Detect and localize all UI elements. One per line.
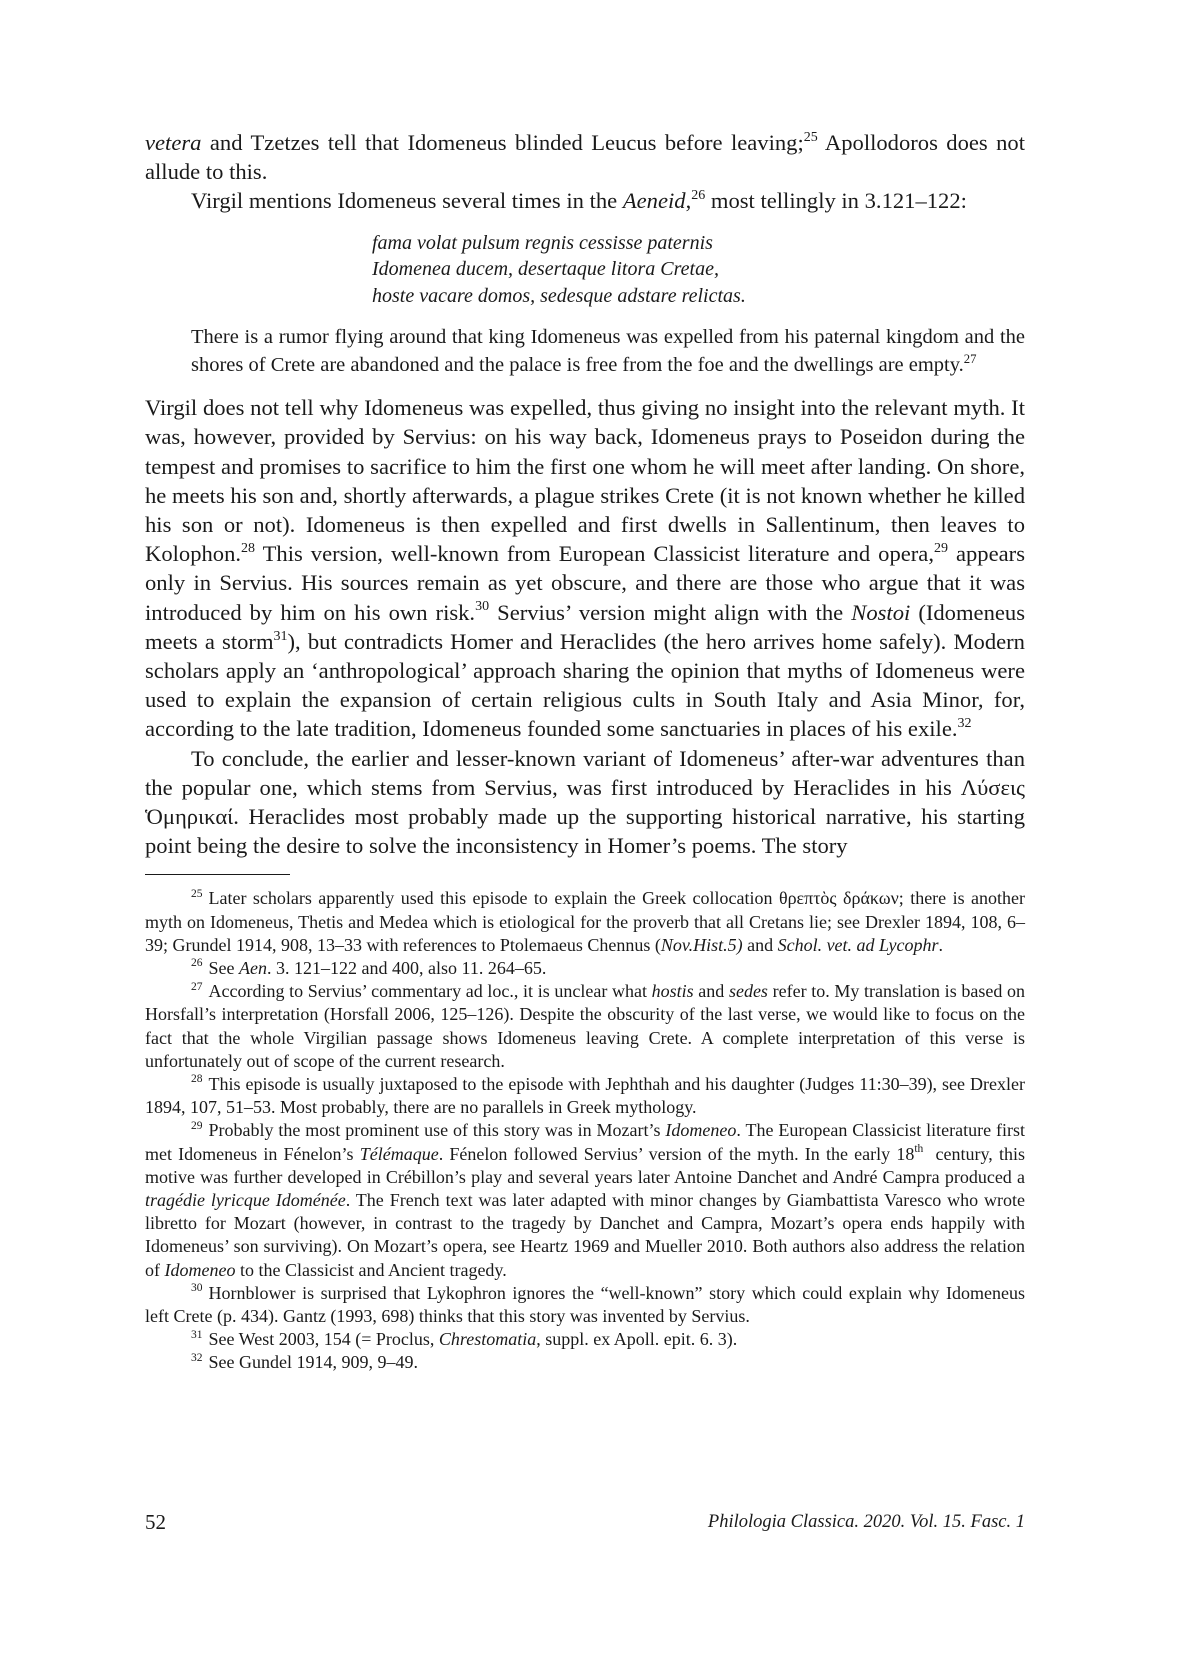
text-span: This episode is usually juxtaposed to the episode with Jephthah and his daughter (Judges 11:30–39), see Drexler 1894, 107, 51–53. Most probably, there are no parallels in Greek mythology.	[145, 1073, 1025, 1118]
footnote-ref-31[interactable]: 31	[273, 628, 288, 644]
italic-term: Schol. vet. ad Lycophr	[777, 934, 939, 955]
paragraph-1	[145, 128, 1025, 186]
italic-term: Idomeneo	[665, 1120, 737, 1141]
italic-term: vetera	[145, 130, 202, 155]
text-span: and Tzetzes tell that Idomeneus blinded Leucus before leaving;	[201, 130, 804, 155]
footnote-ref-26[interactable]: 26	[691, 188, 706, 204]
text-span: See West 2003, 154 (= Proclus,	[208, 1329, 439, 1350]
footnote-ref-25[interactable]: 25	[803, 129, 818, 145]
text-span: century, this motive was further developed in Crébillon’s play and several years later Antoine Danchet and André Campra produced a	[145, 1143, 1025, 1187]
text-span: Probably the most prominent use of this story was in Mozart’s	[208, 1120, 666, 1141]
text-span: (Idomeneus meets a storm	[145, 599, 1025, 654]
page-number: 52	[145, 1510, 166, 1534]
text-span: Virgil mentions Idomeneus several times in the	[191, 188, 623, 214]
text-span: See Gundel 1914, 909, 9–49.	[208, 1352, 418, 1373]
footnote-number: 29	[191, 1119, 203, 1132]
footnote-31	[145, 1328, 1025, 1351]
text-span: . The European Classicist literature first met Idomeneus in Fénelon’s	[145, 1120, 1025, 1164]
text-span: Hornblower is surprised that Lykophron ignores the “well-known” story which could explain why Idomeneus left Crete (p. 434). Gantz (1993, 698) thinks that this story was invented by Servius.	[145, 1282, 1025, 1327]
text-span: Apollodoros does not allude to this.	[145, 130, 1025, 185]
footnote-number: 28	[191, 1073, 203, 1086]
footnote-ref-30[interactable]: 30	[475, 599, 490, 615]
italic-term: Aen	[239, 957, 267, 978]
text-span: There is a rumor flying around that king Idomeneus was expelled from his paternal kingdom and the shores of Crete are abandoned and the palace is free from the foe and the dwellings are empty.	[191, 326, 1025, 377]
text-span: ), but contradicts Homer and Heraclides (the hero arrives home safely). Modern scholars apply an ‘anthropological’ approach sharing the opinion that myths of Idomeneus were used to explain the expansion of certain religious cults in South Italy and Asia Minor, for, according to the late tradition, Idomeneus founded some sanctuaries in places of his exile.	[145, 628, 1025, 742]
text-span: Later scholars apparently used this episode to explain the Greek collocation θρεπτὸς δράκων; there is another myth on Idomeneus, Thetis and Medea which is etiological for the proverb that all Cretans lie; see Drexler 1894, 108, 6–39; Grundel 1914, 908, 13–33 with references to Ptolemaeus Chennus (	[145, 888, 1025, 955]
footnote-number: 27	[191, 980, 203, 993]
footnote-separator	[145, 874, 290, 875]
footnote-number: 31	[191, 1328, 203, 1341]
footnote-number: 30	[191, 1282, 203, 1295]
italic-term: Aeneid	[622, 188, 686, 214]
poem-line: hoste vacare domos, sedesque adstare relictas.	[372, 284, 746, 307]
italic-term: tragédie lyricque Idoménée	[145, 1190, 346, 1210]
text-span: to the Classicist and Ancient tragedy.	[235, 1259, 507, 1280]
text-span: . Fénelon followed Servius’ version of the myth. In the early 18	[438, 1143, 915, 1164]
text-span: refer to. My translation is based on Horsfall’s interpretation (Horsfall 2006, 125–126). Despite the obscurity of the last verse, we would like to focus on the fact that the whole Virgilian passage shows Idomeneus leaving Crete. A complete interpretation of this verse is unfortunately out of scope of the current research.	[145, 981, 1025, 1071]
footnote-30	[145, 1282, 1025, 1328]
footnote-number: 32	[191, 1351, 203, 1364]
text-span: Servius’ version might align with the	[489, 599, 852, 625]
italic-term: hostis	[651, 981, 694, 1002]
footnote-25	[145, 887, 1025, 957]
paragraph-3	[145, 393, 1025, 743]
footnote-ref-28[interactable]: 28	[241, 540, 256, 556]
footnote-26	[145, 957, 1025, 980]
body-text	[145, 128, 1025, 216]
text-span: Virgil does not tell why Idomeneus was expelled, thus giving no insight into the relevant myth. It was, however, provided by Servius: on his way back, Idomeneus prays to Poseidon during the tempest and promises to sacrifice to him the first one whom he will meet after landing. On shore, he meets his son and, shortly afterwards, a plague strikes Crete (it is not known whether he killed his son or not). Idomeneus is then expelled and first dwells in Sallentinum, then leaves to Kolophon.	[145, 395, 1025, 567]
ordinal-suffix: th	[914, 1143, 924, 1156]
body-text-continued	[145, 393, 1025, 860]
text-span: most tellingly in 3.121–122:	[705, 188, 967, 214]
text-span: According to Servius’ commentary ad loc., it is unclear what	[208, 981, 652, 1002]
footnote-32	[145, 1351, 1025, 1374]
text-span: and	[742, 934, 778, 955]
text-span: This version, well-known from European Classicist literature and opera,	[255, 541, 934, 567]
italic-term: Nostoi	[851, 599, 911, 625]
page-content	[145, 128, 1025, 1375]
italic-term: Idomeneo	[164, 1259, 236, 1280]
footnote-number: 26	[191, 957, 203, 970]
footnote-ref-29[interactable]: 29	[933, 540, 948, 556]
italic-term: Chrestomatia	[438, 1329, 537, 1350]
translation-block	[191, 323, 1025, 379]
footnote-ref-27[interactable]: 27	[963, 351, 977, 366]
text-span: . The French text was later adapted with minor changes by Giambattista Varesco who wrote libretto for Mozart (however, in contrast to the tragedy by Danchet and Campra, Mozart’s opera ends happily with Idomeneus’ son surviving). On Mozart’s opera, see Heartz 1969 and Mueller 2010. Both authors also address the relation of	[145, 1190, 1025, 1280]
text-span: and	[693, 981, 729, 1002]
italic-term: Nov.Hist.5)	[660, 934, 743, 955]
text-span: . 3. 121–122 and 400, also 11. 264–65.	[267, 957, 547, 978]
text-span: To conclude, the earlier and lesser-known variant of Idomeneus’ after-war adventures than the popular one, which stems from Servius, was first introduced by Heraclides in his Λύσεις Ὁμηρικαί. Heraclides most probably made up the supporting historical narrative, his starting point being the desire to solve the inconsistency in Homer’s poems. The story	[145, 745, 1025, 859]
italic-term: sedes	[728, 981, 768, 1002]
poem-line: Idomenea ducem, desertaque litora Cretae,	[372, 258, 719, 281]
text-span: .	[938, 934, 944, 955]
footnote-ref-32[interactable]: 32	[957, 716, 972, 732]
page-footer	[145, 1510, 1025, 1540]
text-span: , suppl. ex Apoll. epit. 6. 3).	[536, 1329, 738, 1350]
journal-citation: Philologia Classica. 2020. Vol. 15. Fasc. 1	[707, 1512, 1025, 1532]
footnote-29	[145, 1119, 1025, 1281]
paragraph-2	[145, 186, 1025, 215]
poem-line: fama volat pulsum regnis cessisse paternis	[372, 231, 713, 254]
text-span: See	[208, 957, 240, 978]
text-span: ,	[685, 188, 692, 214]
paragraph-4	[145, 744, 1025, 861]
footnote-number: 25	[191, 887, 203, 900]
latin-quotation	[145, 230, 1025, 310]
footnote-27	[145, 980, 1025, 1073]
footnote-28	[145, 1073, 1025, 1119]
footnotes	[145, 887, 1025, 1374]
text-span: appears only in Servius. His sources remain as yet obscure, and there are those who argue that it was introduced by him on his own risk.	[145, 541, 1025, 625]
italic-term: Télémaque	[359, 1143, 439, 1164]
